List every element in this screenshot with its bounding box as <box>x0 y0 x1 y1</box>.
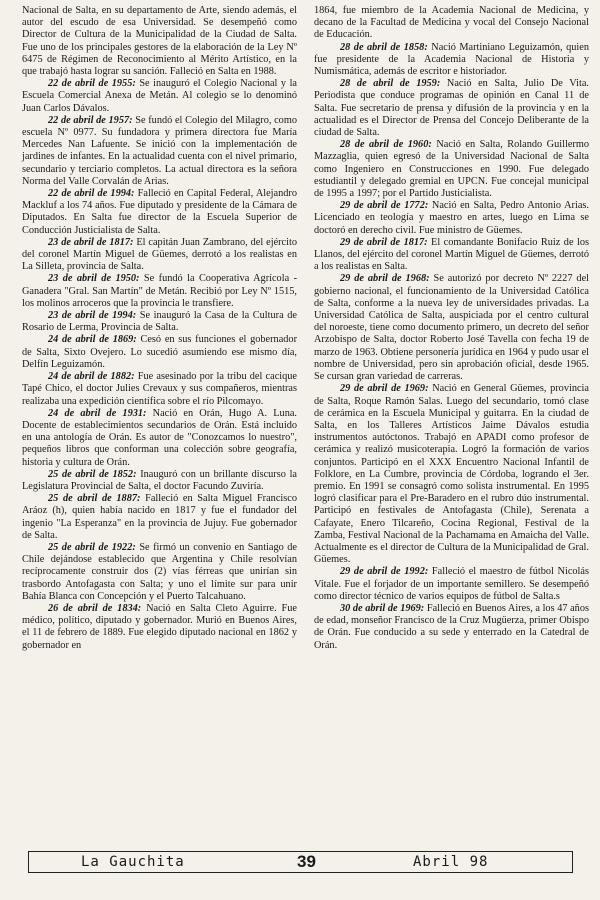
entry-date: 29 de abril de 1817: <box>340 236 428 248</box>
entry-text: Nació Martiniano Leguizamón, quien fue presidente de la Academia Nacional de Historia y Numismática, además de escritor e historiador. <box>314 41 589 78</box>
chronology-entry <box>22 5 297 78</box>
entry-text: Se fundó la Cooperativa Agrícola - Ganadera "Gral. San Martín" de Metán. Recibió por Ley Nº 1515, los molinos arroceros que la provincia le transfiere. <box>22 273 297 309</box>
entry-text: Inauguró con un brillante discurso la Legislatura Provincial de Salta, el doctor Facundo Zuviría. <box>22 468 298 492</box>
right-column <box>314 5 589 652</box>
entry-text: Falleció en Salta Miguel Francisco Aráoz (h), quien había nacido en 1817 y fue el fundador del ingenio "La Esperanza" en la provincia de Jujuy. Fue gobernador de Salta. <box>22 493 297 541</box>
chronology-entry <box>22 237 297 274</box>
page-footer <box>28 851 573 873</box>
entry-text: Se firmó un convenio en Santiago de Chile dejándose establecido que Argentina y Chile resolvían recíprocamente construir dos (2) vías férreas que unirían sin trasbordo Antofagasta con Salta; y uno el límite sur para unir Bahía Blanca con Concepción y el Puerto Talcahuano. <box>22 541 297 602</box>
entry-text: Nacional de Salta, en su departamento de Arte, siendo además, el autor del escudo de esa Universidad. Se desempeñó como Director de Cultura de la Municipalidad de la Ciudad de Salta. Fue uno de los principales gestores de la elaboración de la Ley Nº 6475 de Régimen de Reconocimiento al Mérito Artístico, en la que trabajó hasta lograr su sanción. Falleció en Salta en 1988. <box>22 5 297 78</box>
chronology-entry <box>314 603 589 652</box>
entry-text: Nació en Salta, Pedro Antonio Arias. Licenciado en teología y maestro en artes, luego en Lima se doctoró en derecho civil. Fue ministro de Güemes. <box>314 200 589 236</box>
entry-date: 28 de abril de 1959: <box>340 78 441 90</box>
entry-date: 29 de abril de 1969: <box>340 383 429 395</box>
chronology-entry <box>314 383 589 566</box>
chronology-entry <box>314 139 589 200</box>
entry-text: Falleció el maestro de fútbol Nicolás Vitale. Fue el forjador de un importante semillero. Se desempeñó como director técnico de varios equipos de fútbol de Salta.s <box>314 566 589 602</box>
entry-date: 29 de abril de 1968: <box>340 273 430 285</box>
entry-date: 30 de abril de 1969: <box>340 602 425 614</box>
entry-date: 28 de abril de 1960: <box>340 139 432 151</box>
entry-text: Se inauguró la Casa de la Cultura de Rosario de Lerma, Provincia de Salta. <box>22 310 297 334</box>
entry-date: 24 de abril de 1869: <box>48 334 137 346</box>
chronology-entry <box>314 78 589 139</box>
entry-date: 24 de abril de 1882: <box>48 371 135 383</box>
entry-text: El comandante Bonifacio Ruiz de los Llanos, del ejército del coronel Martín Miguel de Güemes, derrotó a los realistas en Salta. <box>314 236 589 273</box>
entry-date: 28 de abril de 1858: <box>340 41 428 53</box>
entry-date: 23 de abril de 1994: <box>48 310 137 322</box>
chronology-entry <box>314 237 589 274</box>
chronology-entry <box>22 493 297 542</box>
entry-text: Cesó en sus funciones el gobernador de Salta, Sixto Ovejero. Lo sucedió asumiendo ese mismo día, Delfín Leguizamón. <box>22 334 297 370</box>
entry-text: Nació en Salta Cleto Aguirre. Fue médico, político, diputado y gobernador. Murió en Buenos Aires, el 11 de febrero de 1889. Fue elegido diputado nacional en 1862 y gobernador en <box>22 602 297 651</box>
chronology-entry <box>314 273 589 383</box>
entry-text: Se autorizó por decreto Nº 2227 del gobierno nacional, el funcionamiento de la Universidad Católica de Salta, conforme a la nueva ley de universidades privadas. La Universidad Católica de Salta, auspiciada por el centro cultural del noroeste, tiene como documento primero, un decreto del señor Arzobispo de Salta, doctor Roberto José Tavella con fecha 19 de marzo de 1963. Obtiene personería jurídica en 1964 y pudo usar el nombre de Universidad, pero sin aprobación oficial, desde 1965. Se cursan gran variedad de carreras. <box>314 273 589 383</box>
chronology-entry <box>22 188 297 237</box>
entry-date: 23 de abril de 1950: <box>48 273 140 285</box>
entry-date: 25 de abril de 1922: <box>48 541 136 553</box>
entry-date: 22 de abril de 1955: <box>48 78 136 90</box>
entry-date: 25 de abril de 1887: <box>48 493 141 505</box>
chronology-entry <box>22 78 297 115</box>
chronology-entry <box>22 310 297 334</box>
entry-text: Nació en Salta, Rolando Guillermo Mazzaglia, quien egresó de la Universidad Nacional de Salta como Ingeniero en Construcciones en 1990. Fue delegado estudiantil y delegado gremial en UPCN. Fue concejal municipal de 1995 a 1997; por el Partido Justicialista. <box>314 139 590 200</box>
entry-text: Nació en General Güemes, provincia de Salta, Roque Ramón Salas. Luego del secundario, tomó clase de cerámica en la Escuela Municipal y guitarra. En la ciudad de Salta, en los Talleres Artísticos Jaime Dávalos estudia instrumentos autóctonos. Trabajó en APADI como profesor de cerámica y realizó musicoterapia. Logró la formación de varios conjuntos. Participó en el XXX Encuentro Nacional Infantil de Folklore, en La Cumbre, provincia de Córdoba, logrando el 3er. premio. En 1991 se consagró como solista instrumental. En 1995 logró clasificar para el Pre-Baradero en el rubro dúo instrumental. Participó en festivales de Antofagasta (Chile), Serenata a Cafayate, Enero Tilcareño, Cocina Regional, Festival de la Zamba, Festival Nacional de la Pachamama en Amaicha del Valle. Actualmente es el director de Cultura de la Municipalidad de Gral. Güemes. <box>314 383 589 566</box>
entry-text: Nació en Salta, Julio De Vita. Periodista que conduce programas de opinión en Canal 11 de Salta. Fue secretario de prensa y difusión de la provincia y en la actualidad es el Director de Prensa del Concejo Deliberante de la ciudad de Salta. <box>314 78 589 139</box>
entry-text: Se fundó el Colegio del Milagro, como escuela Nº 0977. Su fundadora y primera directora fue María Mercedes Nan Lafuente. Se inició con la implementación de jardines de infantes. En la actualidad cuenta con el nivel primario, secundario y terciario completos. La actual directora es la señora Norma del Valle Corvalán de Arias. <box>22 114 297 187</box>
chronology-entry <box>314 42 589 79</box>
chronology-entry <box>22 469 297 493</box>
entry-date: 29 de abril de 1772: <box>340 200 429 212</box>
chronology-entry <box>314 200 589 237</box>
entry-date: 22 de abril de 1994: <box>48 188 135 200</box>
chronology-entry <box>314 5 589 42</box>
chronology-entry <box>22 371 297 408</box>
entry-text: Falleció en Buenos Aires, a los 47 años de edad, monseñor Francisco de la Cruz Mugüerza, primer Obispo de Orán. Fue conducido a su sede y enterrado en la Catedral de Orán. <box>314 602 589 651</box>
entry-text: Falleció en Capital Federal, Alejandro Mackluf a los 74 años. Fue diputado y presidente de la Cámara de Diputados. En Salta fue director de la Escuela Superior de Conducción Justicialista de Salta. <box>22 188 297 236</box>
entry-text: Fue asesinado por la tribu del cacique Tapé Chico, el doctor Julies Crevaux y sus compañeros, mientras realizaba una expedición científica sobre el río Pilcomayo. <box>22 371 297 407</box>
chronology-entry <box>22 115 297 188</box>
entry-date: 25 de abril de 1852: <box>48 468 137 480</box>
chronology-entry <box>22 334 297 371</box>
entry-date: 22 de abril de 1957: <box>48 114 133 126</box>
entry-text: Se inauguró el Colegio Nacional y la Escuela Comercial Anexa de Metán. Al colegio se lo denominó Juan Carlos Dávalos. <box>22 78 297 114</box>
entry-date: 23 de abril de 1817: <box>48 236 134 248</box>
publication-name: La Gauchita <box>81 854 185 870</box>
left-column <box>22 5 297 652</box>
entry-text: 1864, fue miembro de la Academia Nacional de Medicina, y decano de la Facultad de Medicina y vocal del Consejo Nacional de Educación. <box>314 5 589 41</box>
chronology-entry <box>22 273 297 310</box>
entry-date: 29 de abril de 1992: <box>340 566 429 578</box>
entry-text: El capitán Juan Zambrano, del ejército del coronel Martín Miguel de Güemes, derrotó a los realistas en La Silleta, provincia de Salta. <box>22 236 298 273</box>
chronology-entry <box>22 542 297 603</box>
page-number: 39 <box>297 852 316 871</box>
entry-date: 26 de abril de 1834: <box>48 602 142 614</box>
chronology-entry <box>22 408 297 469</box>
entry-date: 24 de abril de 1931: <box>48 407 147 419</box>
entry-text: Nació en Orán, Hugo A. Luna. Docente de establecimientos secundarios de Orán. Está incluido en una antología de Orán. Es autor de "Conozcamos lo nuestro", pequeños libros que conforman una colección sobre geografía, historia y cultura de Orán. <box>22 407 297 468</box>
chronology-entry <box>22 603 297 652</box>
issue-date: Abril 98 <box>413 854 489 870</box>
chronology-entry <box>314 566 589 603</box>
